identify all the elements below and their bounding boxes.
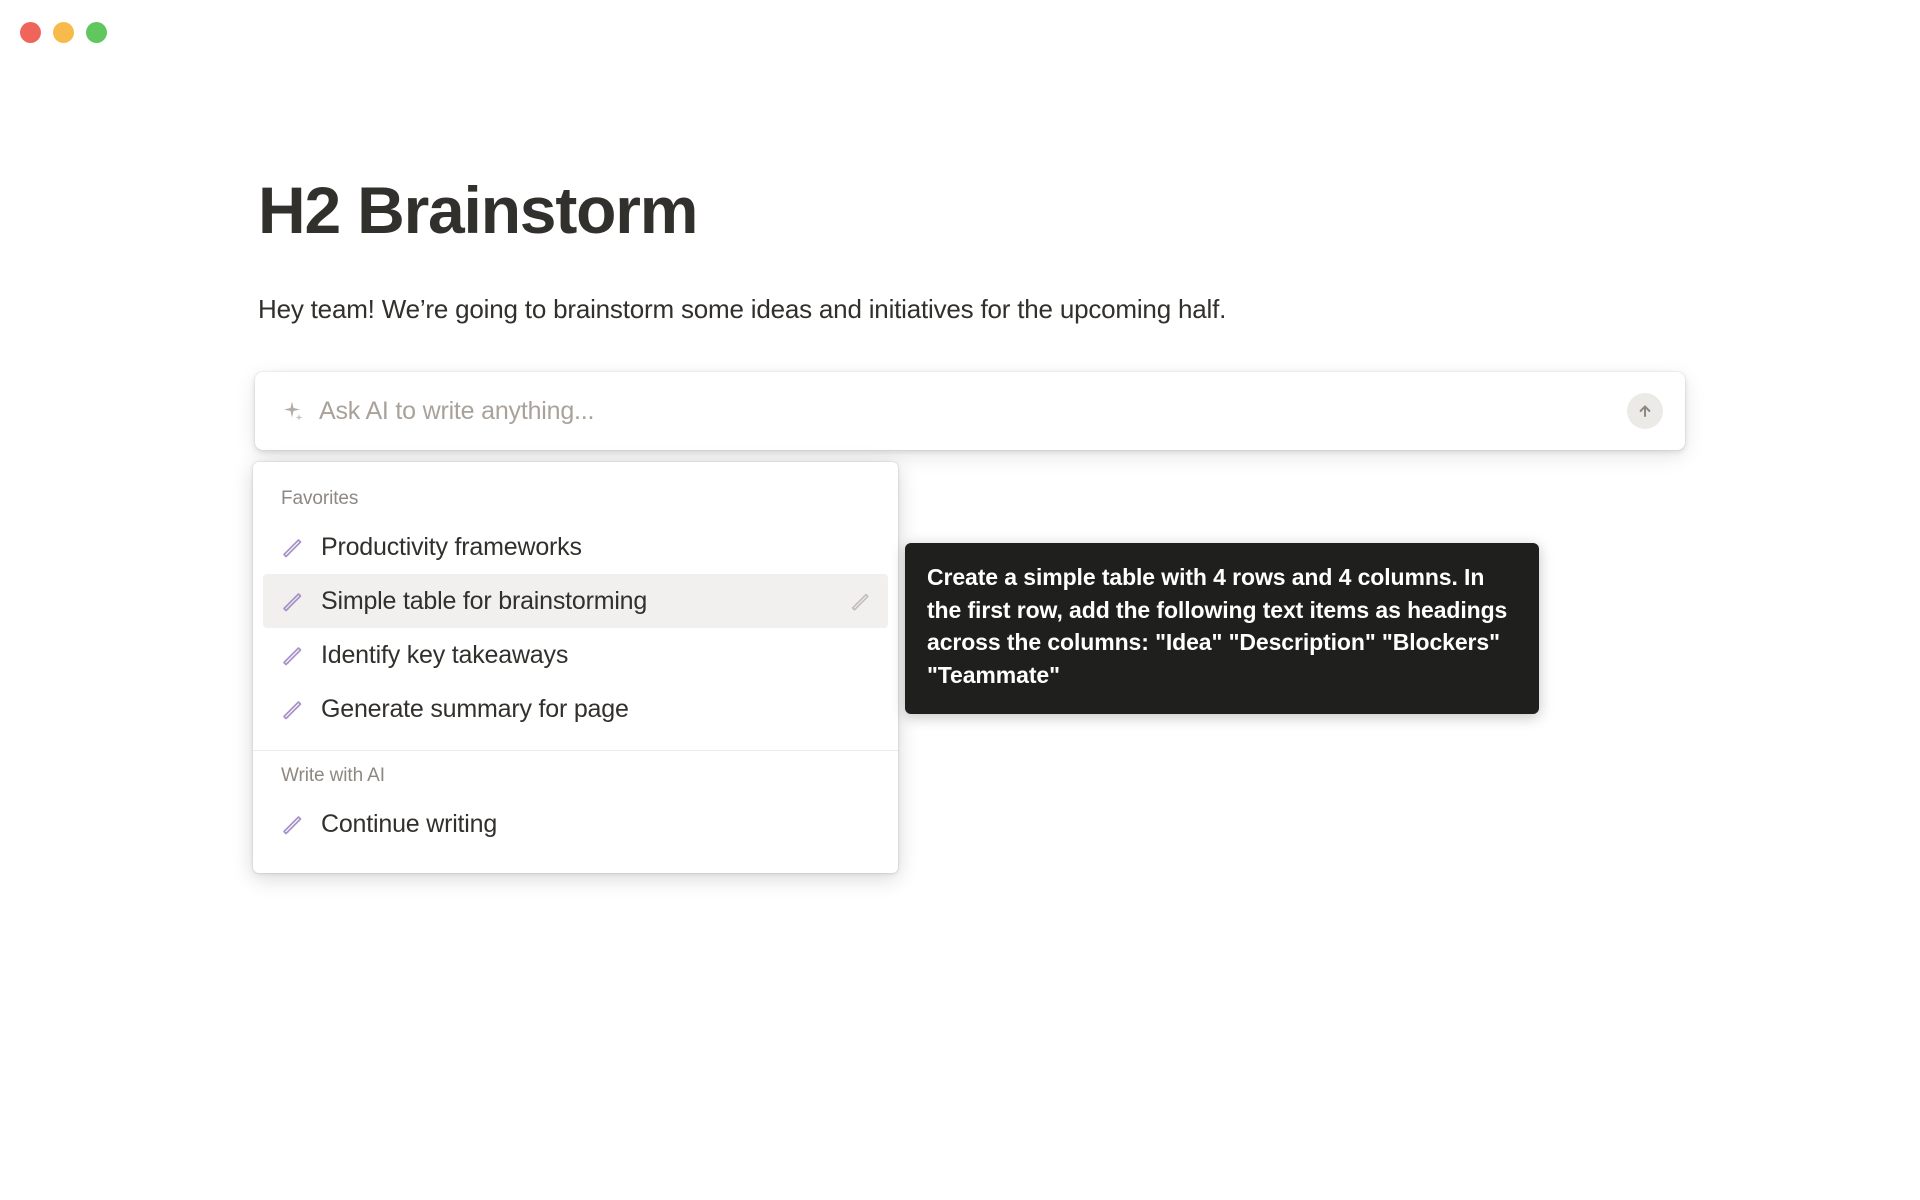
pen-icon-trailing[interactable] <box>848 589 872 613</box>
maximize-window-button[interactable] <box>86 22 107 43</box>
menu-item-identify-key-takeaways[interactable] <box>263 628 888 682</box>
ai-suggestions-menu <box>253 462 898 873</box>
menu-item-label: Identify key takeaways <box>321 640 569 669</box>
menu-item-generate-summary-for-page[interactable] <box>263 682 888 736</box>
send-prompt-button[interactable] <box>1627 393 1663 429</box>
menu-item-label: Productivity frameworks <box>321 532 582 561</box>
menu-item-label: Generate summary for page <box>321 694 629 723</box>
pen-icon <box>279 534 305 560</box>
traffic-lights <box>20 22 107 43</box>
menu-item-continue-writing[interactable] <box>263 797 888 851</box>
sparkle-icon <box>279 398 305 424</box>
tooltip-text: Create a simple table with 4 rows and 4 columns. In the first row, add the following text items as headings across the columns: "Idea" "Description" "Blockers" "Teammate" <box>927 564 1508 688</box>
page-title: H2 Brainstorm <box>258 173 698 247</box>
ai-prompt-input[interactable] <box>319 397 1627 426</box>
document-body <box>258 175 1698 329</box>
ai-prompt-bar[interactable] <box>255 372 1685 450</box>
minimize-window-button[interactable] <box>53 22 74 43</box>
pen-icon <box>279 811 305 837</box>
pen-icon <box>279 588 305 614</box>
menu-item-label: Continue writing <box>321 809 498 838</box>
arrow-up-circle-icon <box>1635 401 1655 421</box>
close-window-button[interactable] <box>20 22 41 43</box>
menu-item-productivity-frameworks[interactable] <box>263 520 888 574</box>
tooltip <box>905 543 1539 714</box>
menu-section-label-write-with-ai: Write with AI <box>281 765 385 786</box>
pen-icon <box>279 696 305 722</box>
page-subtitle: Hey team! We’re going to brainstorm some ideas and initiatives for the upcoming half. <box>258 294 1227 325</box>
menu-section-label-favorites: Favorites <box>281 488 359 509</box>
menu-item-simple-table-for-brainstorming[interactable] <box>263 574 888 628</box>
pen-icon <box>279 642 305 668</box>
menu-item-label: Simple table for brainstorming <box>321 586 648 615</box>
